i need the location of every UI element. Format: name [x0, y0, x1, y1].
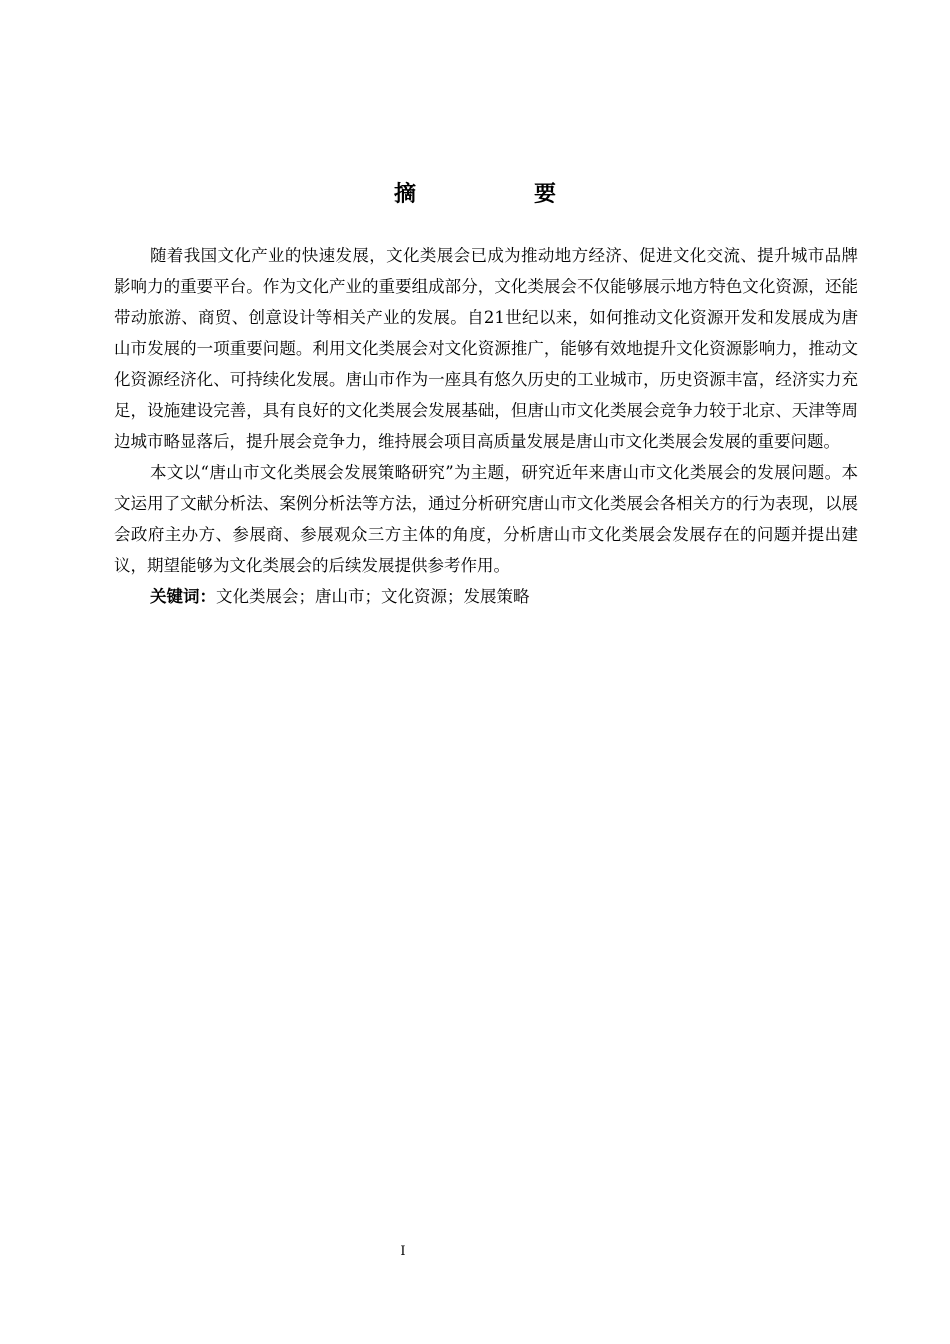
- abstract-paragraph-2: 本文以“唐山市文化类展会发展策略研究”为主题，研究近年来唐山市文化类展会的发展问题。本文运用了文献分析法、案例分析法等方法，通过分析研究唐山市文化类展会各相关方的行为表现，以展会政府主办方、参展商、参展观众三方主体的角度，分析唐山市文化类展会发展存在的问题并提出建议，期望能够为文化类展会的后续发展提供参考作用。: [114, 463, 858, 575]
- keywords-line: [114, 581, 858, 612]
- keywords-text: 文化类展会；唐山市；文化资源；发展策略: [216, 587, 530, 606]
- page-number: I: [400, 1244, 406, 1259]
- abstract-body: [114, 240, 858, 612]
- abstract-paragraph-1: 随着我国文化产业的快速发展，文化类展会已成为推动地方经济、促进文化交流、提升城市品牌影响力的重要平台。作为文化产业的重要组成部分，文化类展会不仅能够展示地方特色文化资源，还能带动旅游、商贸、创意设计等相关产业的发展。自21世纪以来，如何推动文化资源开发和发展成为唐山市发展的一项重要问题。利用文化类展会对文化资源推广，能够有效地提升文化资源影响力，推动文化资源经济化、可持续化发展。唐山市作为一座具有悠久历史的工业城市，历史资源丰富，经济实力充足，设施建设完善，具有良好的文化类展会发展基础，但唐山市文化类展会竞争力较于北京、天津等周边城市略显落后，提升展会竞争力，维持展会项目高质量发展是唐山市文化类展会发展的重要问题。: [114, 246, 858, 451]
- abstract-title: 摘 要: [393, 182, 604, 207]
- keywords-label: 关键词：: [150, 587, 216, 606]
